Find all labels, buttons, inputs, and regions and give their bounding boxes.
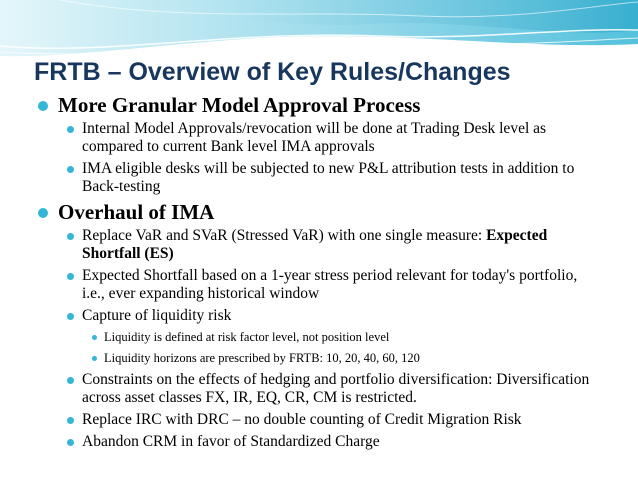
list-item [0, 433, 638, 451]
list-item-text: Capture of liquidity risk [82, 307, 232, 324]
list-item [0, 160, 638, 196]
bullet-icon [67, 233, 74, 240]
list-item-emphasis: Expected Shortfall (ES) [82, 227, 548, 262]
list-item-text: Expected Shortfall based on a 1-year stress period relevant for today's portfolio, i.e., ever expanding historical window [82, 267, 578, 302]
list-item-text: Replace VaR and SVaR (Stressed VaR) with one single measure: [82, 227, 487, 244]
sub-list-item-text: Liquidity is defined at risk factor level, not position level [104, 330, 390, 344]
list-item-text: Replace IRC with DRC – no double counting of Credit Migration Risk [82, 411, 522, 428]
list-item [0, 267, 638, 303]
bullet-icon [38, 208, 48, 218]
list-item [0, 411, 638, 429]
bullet-icon [67, 377, 74, 384]
list-item-text: Constraints on the effects of hedging and portfolio diversification: Diversification across asset classes FX, IR, EQ, CR, CM is restricted. [82, 371, 590, 406]
sub-list-item [0, 349, 638, 367]
section-heading-model-approval [0, 94, 638, 117]
list-item-text: Abandon CRM in favor of Standardized Charge [82, 433, 380, 450]
header-wave-banner [0, 0, 638, 62]
sub-list-item [0, 328, 638, 346]
list-item-text: Internal Model Approvals/revocation will be done at Trading Desk level as compared to current Bank level IMA approvals [82, 120, 547, 155]
section-heading-text: More Granular Model Approval Process [58, 93, 421, 117]
sub-list-item-text: Liquidity horizons are prescribed by FRTB: 10, 20, 40, 60, 120 [104, 351, 420, 365]
bullet-icon [67, 313, 74, 320]
bullet-icon [67, 273, 74, 280]
section-heading-overhaul-ima [0, 201, 638, 224]
bullet-icon [67, 439, 74, 446]
bullet-icon [67, 166, 74, 173]
list-item [0, 371, 638, 407]
bullet-icon [92, 335, 97, 340]
list-item [0, 227, 638, 263]
slide-title: FRTB – Overview of Key Rules/Changes [34, 58, 511, 86]
bullet-icon [38, 101, 48, 111]
list-item [0, 307, 638, 325]
slide-content [0, 94, 638, 451]
section-heading-text: Overhaul of IMA [58, 200, 215, 224]
bullet-icon [67, 417, 74, 424]
bullet-icon [92, 356, 97, 361]
bullet-icon [67, 126, 74, 133]
list-item [0, 120, 638, 156]
list-item-text: IMA eligible desks will be subjected to new P&L attribution tests in addition to Back-testing [82, 160, 575, 195]
